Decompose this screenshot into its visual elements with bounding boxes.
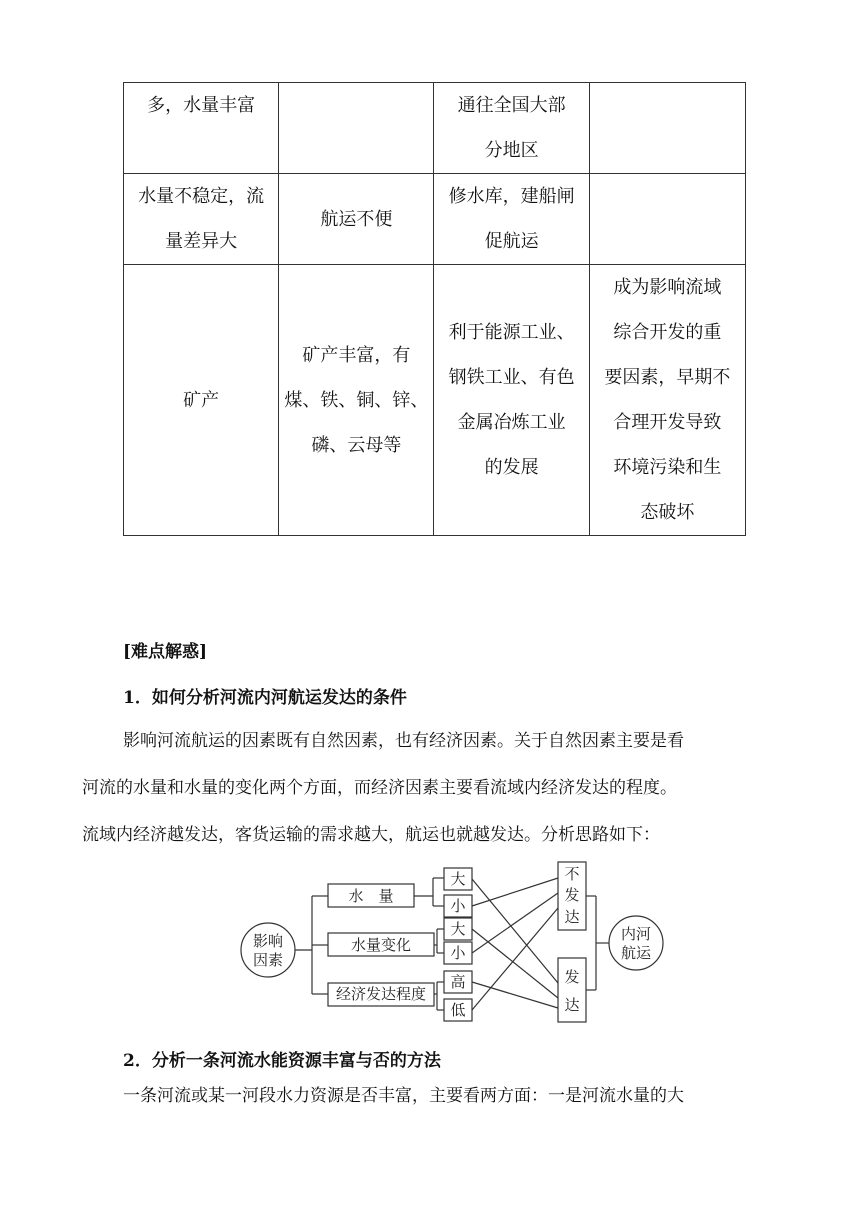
outcome-label: 发 [564,968,580,986]
outcome-label: 不 [564,865,580,883]
outcome-label: 达 [564,908,580,926]
table-cell [589,174,745,265]
outcome-label: 发 [564,886,580,904]
table-cell [279,83,434,174]
river-factors-table [123,82,746,536]
table-cell [589,83,745,174]
table-cell: 多，水量丰富 [124,83,279,174]
heading-2: 2．分析一条河流水能资源丰富与否的方法 [123,1051,441,1071]
circle-label: 内河 [620,925,652,943]
level-label: 大 [450,920,466,938]
factor-label: 水量变化 [350,936,412,954]
table-cell: 成为影响流域 综合开发的重 要因素，早期不 合理开发导致 环境污染和生 态破坏 [589,265,745,536]
level-label: 高 [450,973,466,991]
table-cell: 矿产丰富，有 煤、铁、铜、锌、 磷、云母等 [279,265,434,536]
table-cell: 矿产 [124,265,279,536]
factor-label: 经济发达程度 [335,985,427,1003]
section-label: [难点解惑] [123,642,208,662]
table-cell: 通往全国大部 分地区 [434,83,589,174]
table-cell: 水量不稳定，流 量差异大 [124,174,279,265]
paragraph-line: 流域内经济越发达，客货运输的需求越大，航运也就越发达。分析思路如下： [82,825,660,845]
factor-label: 水 量 [348,887,394,905]
circle-label: 航运 [620,944,652,962]
heading-1: 1．如何分析河流内河航运发达的条件 [123,688,407,708]
table-cell: 利于能源工业、 钢铁工业、有色 金属冶炼工业 的发展 [434,265,589,536]
table-cell: 修水库，建船闸 促航运 [434,174,589,265]
circle-label: 影响 [252,932,284,950]
navigation-factors-diagram [238,858,698,1028]
paragraph-line: 河流的水量和水量的变化两个方面，而经济因素主要看流域内经济发达的程度。 [82,778,677,798]
table-cell: 航运不便 [279,174,434,265]
paragraph-line: 影响河流航运的因素既有自然因素，也有经济因素。关于自然因素主要是看 [123,731,684,751]
circle-label: 因素 [252,951,284,969]
level-label: 低 [450,1001,466,1019]
outcome-label: 达 [564,996,580,1014]
table-row [124,265,746,536]
paragraph-line: 一条河流或某一河段水力资源是否丰富，主要看两方面：一是河流水量的大 [123,1086,684,1106]
table-row [124,83,746,174]
level-label: 小 [450,897,466,915]
level-label: 大 [450,870,466,888]
level-label: 小 [450,944,466,962]
table-row [124,174,746,265]
